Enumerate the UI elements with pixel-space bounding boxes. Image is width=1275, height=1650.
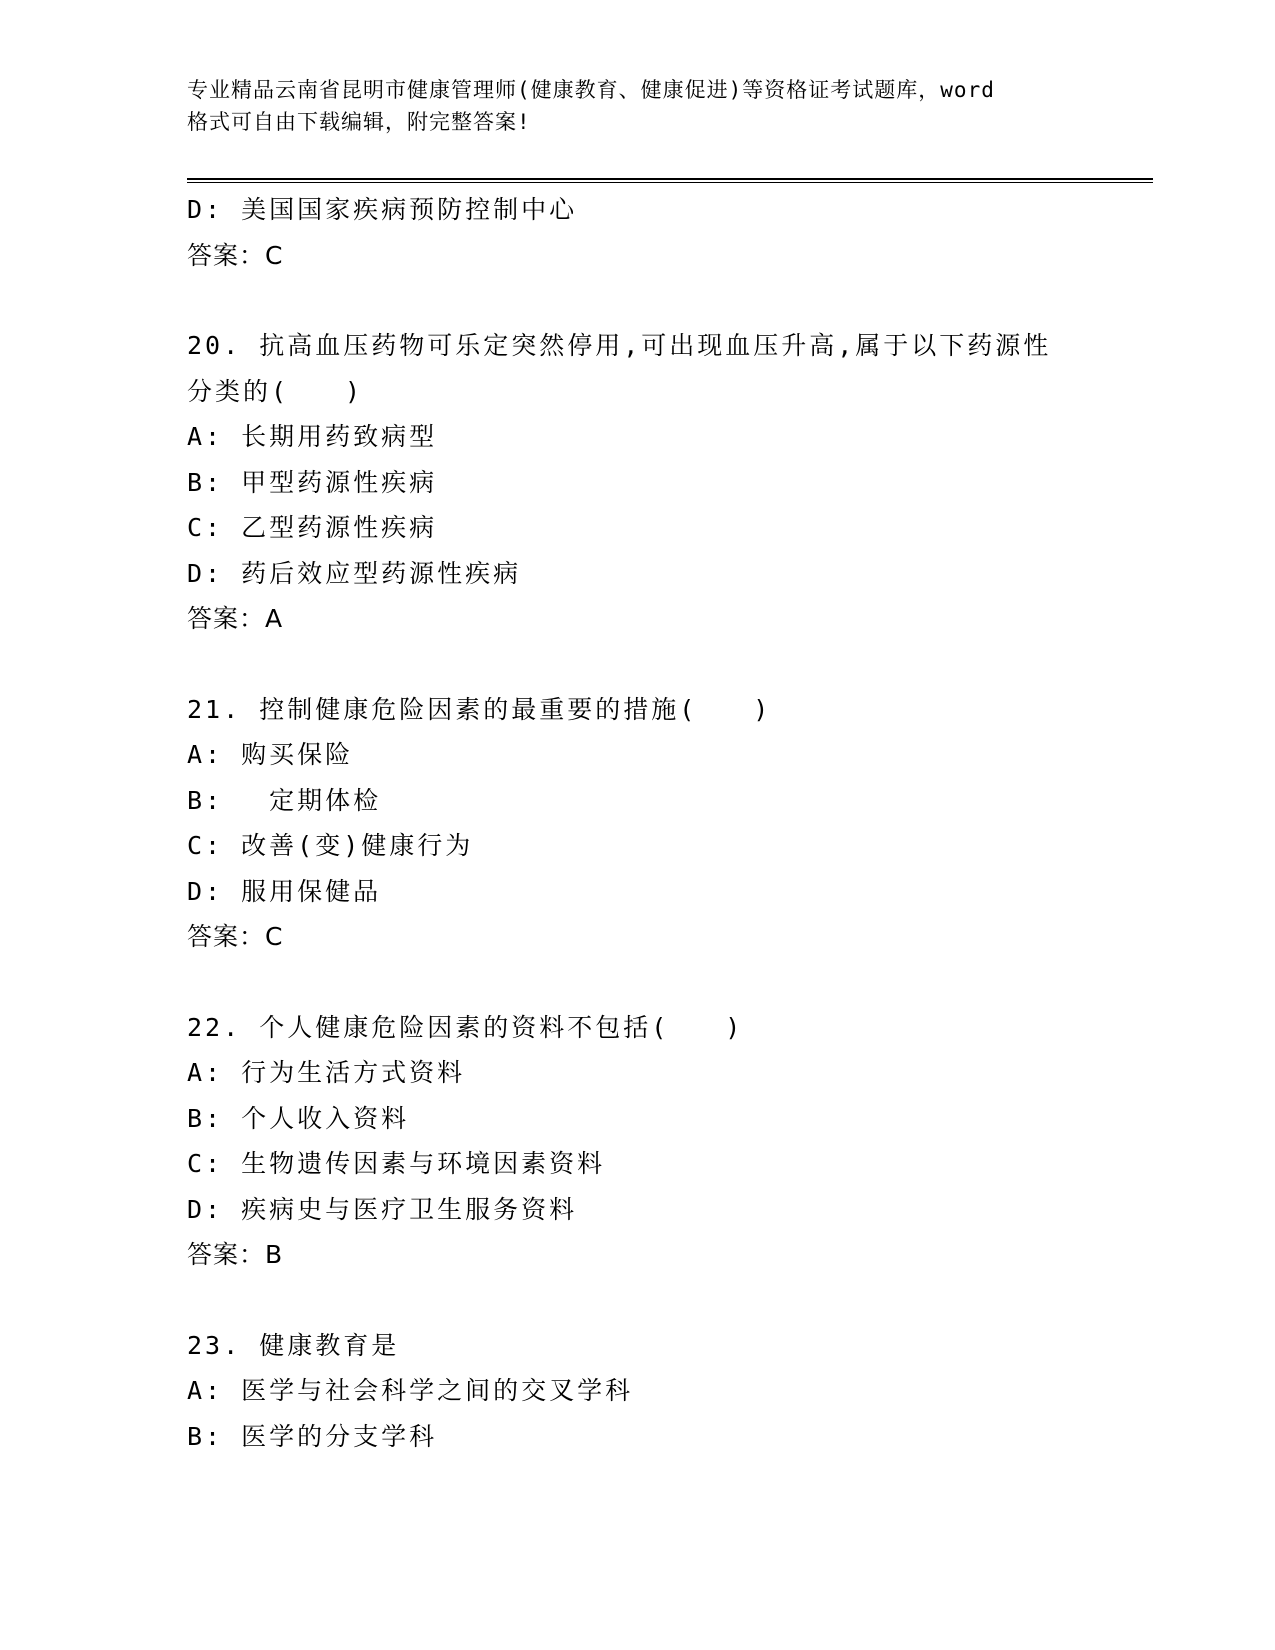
question-stem: 20. 抗高血压药物可乐定突然停用,可出现血压升高,属于以下药源性: [187, 331, 1052, 360]
option-c: C: 生物遗传因素与环境因素资料: [187, 1149, 606, 1178]
answer-line: 答案：C: [187, 922, 284, 951]
spacer: [187, 278, 1137, 323]
option-b: B: 个人收入资料: [187, 1103, 410, 1133]
option-d: D: 疾病史与医疗卫生服务资料: [187, 1194, 578, 1224]
question-block-20: [187, 323, 1137, 642]
option-d: D: 美国国家疾病预防控制中心: [187, 195, 578, 224]
answer-line: 答案：B: [187, 1240, 284, 1269]
question-block-22: [187, 1005, 1137, 1278]
option-c: C: 乙型药源性疾病: [187, 513, 438, 542]
question-stem: 22. 个人健康危险因素的资料不包括( ): [187, 1012, 744, 1042]
question-stem: 21. 控制健康危险因素的最重要的措施( ): [187, 694, 772, 724]
question-stem: 23. 健康教育是: [187, 1330, 400, 1360]
option-a: A: 长期用药致病型: [187, 422, 438, 451]
option-b: B: 定期体检: [187, 785, 382, 815]
spacer: [187, 1278, 1137, 1323]
answer-line: 答案：C: [187, 240, 284, 270]
question-block-23: [187, 1323, 1137, 1460]
question-block-prev: [187, 187, 1137, 278]
answer-line: 答案：A: [187, 604, 284, 633]
question-list: [187, 187, 1137, 1459]
option-a: A: 购买保险: [187, 740, 354, 769]
option-a: A: 医学与社会科学之间的交叉学科: [187, 1376, 634, 1405]
spacer: [187, 642, 1137, 687]
question-block-21: [187, 687, 1137, 960]
option-d: D: 药后效应型药源性疾病: [187, 558, 522, 588]
option-d: D: 服用保健品: [187, 876, 382, 906]
page-header: [187, 74, 1087, 138]
option-a: A: 行为生活方式资料: [187, 1058, 466, 1087]
option-c: C: 改善(变)健康行为: [187, 831, 474, 860]
header-divider-thick: [187, 178, 1153, 180]
spacer: [187, 960, 1137, 1005]
header-divider-thin: [187, 182, 1153, 183]
option-b: B: 医学的分支学科: [187, 1421, 438, 1451]
header-line-2: 格式可自由下载编辑，附完整答案!: [187, 110, 531, 134]
header-line-1: 专业精品云南省昆明市健康管理师(健康教育、健康促进)等资格证考试题库，word: [187, 78, 995, 102]
option-b: B: 甲型药源性疾病: [187, 467, 438, 497]
question-stem-continued: 分类的( ): [187, 376, 364, 406]
